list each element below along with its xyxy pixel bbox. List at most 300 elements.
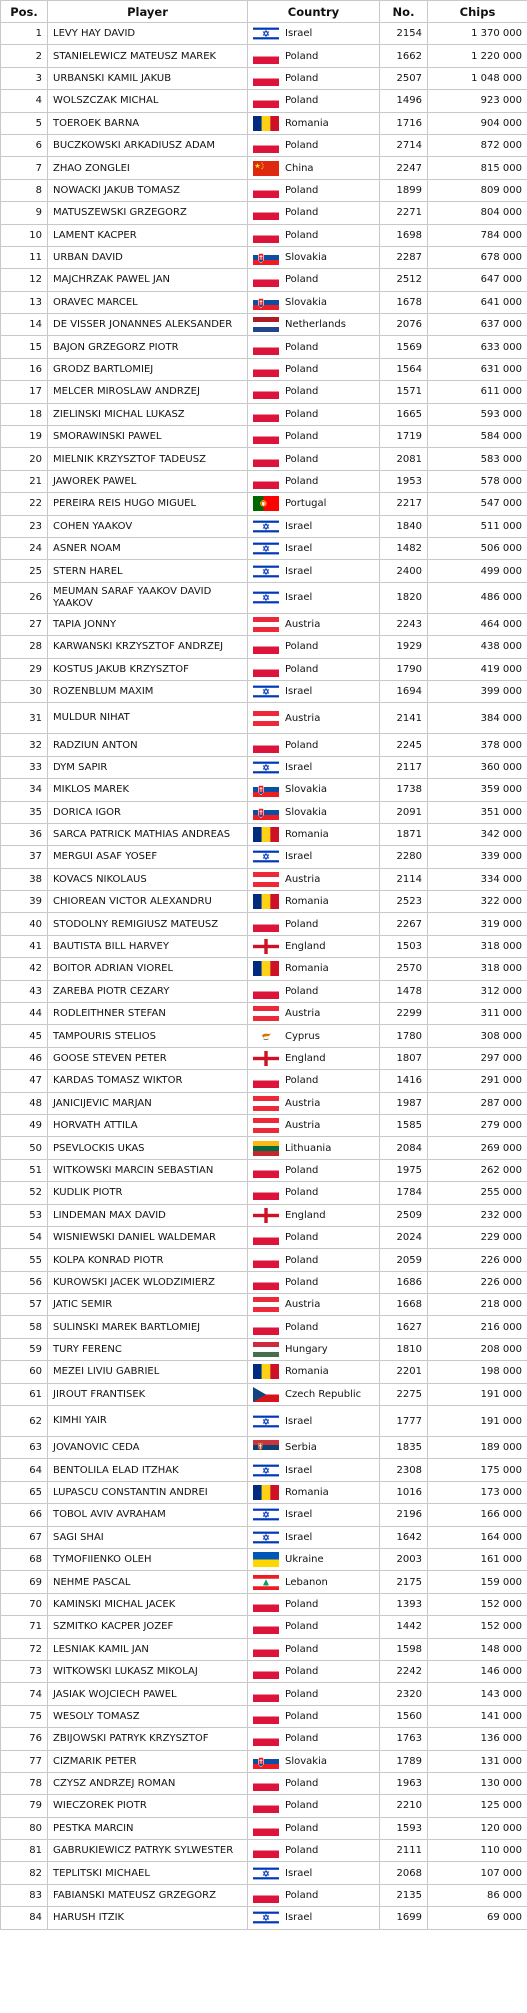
chip-count-cell: 647 000 [428, 269, 527, 291]
country-cell [248, 1660, 380, 1682]
player-number-cell: 1789 [380, 1750, 428, 1772]
netherlands-flag-icon [253, 317, 279, 332]
country-cell [248, 613, 380, 635]
position-cell: 47 [1, 1070, 48, 1092]
cyprus-flag-icon [253, 1029, 279, 1044]
player-number-cell: 2024 [380, 1226, 428, 1248]
player-name-cell: ZHAO ZONGLEI [48, 157, 248, 179]
country-name: Romania [285, 1487, 329, 1499]
romania-flag-icon [253, 961, 279, 976]
player-number-cell: 1820 [380, 582, 428, 613]
austria-flag-icon [253, 617, 279, 632]
player-number-cell: 2091 [380, 801, 428, 823]
table-row [1, 1092, 527, 1114]
country-cell [248, 891, 380, 913]
position-cell: 56 [1, 1271, 48, 1293]
country-cell [248, 801, 380, 823]
chip-count-cell: 1 370 000 [428, 23, 527, 45]
romania-flag-icon [253, 1485, 279, 1500]
country-cell [248, 246, 380, 268]
country-cell [248, 868, 380, 890]
country-name: Poland [285, 229, 319, 241]
chip-count-cell: 175 000 [428, 1459, 527, 1481]
position-cell: 77 [1, 1750, 48, 1772]
chip-count-cell: 633 000 [428, 336, 527, 358]
player-number-cell: 1478 [380, 980, 428, 1002]
table-row [1, 779, 527, 801]
player-name-cell: PEREIRA REIS HUGO MIGUEL [48, 493, 248, 515]
country-name: Romania [285, 896, 329, 908]
table-row [1, 1638, 527, 1660]
player-name-cell: ROZENBLUM MAXIM [48, 680, 248, 702]
player-number-cell: 2059 [380, 1249, 428, 1271]
country-name: Czech Republic [285, 1388, 362, 1400]
chip-count-cell: 218 000 [428, 1294, 527, 1316]
country-name: Israel [285, 1415, 313, 1427]
player-name-cell: SZMITKO KACPER JOZEF [48, 1616, 248, 1638]
country-name: Israel [285, 851, 313, 863]
player-name-cell: DE VISSER JONANNES ALEKSANDER [48, 314, 248, 336]
country-name: Poland [285, 207, 319, 219]
table-row [1, 1817, 527, 1839]
player-number-cell: 2114 [380, 868, 428, 890]
position-cell: 13 [1, 291, 48, 313]
player-name-cell: WOLSZCZAK MICHAL [48, 90, 248, 112]
country-name: Poland [285, 72, 319, 84]
country-cell [248, 658, 380, 680]
position-cell: 84 [1, 1907, 48, 1929]
poland-flag-icon [253, 1320, 279, 1335]
chip-count-cell: 191 000 [428, 1383, 527, 1405]
country-cell [248, 703, 380, 734]
austria-flag-icon [253, 1096, 279, 1111]
country-cell [248, 224, 380, 246]
country-cell [248, 1481, 380, 1503]
poland-flag-icon [253, 1664, 279, 1679]
poland-flag-icon [253, 272, 279, 287]
israel-flag-icon [253, 519, 279, 534]
player-number-cell: 1807 [380, 1047, 428, 1069]
country-name: Poland [285, 184, 319, 196]
position-cell: 6 [1, 134, 48, 156]
player-number-cell: 1719 [380, 426, 428, 448]
country-name: Israel [285, 543, 313, 555]
player-number-cell: 2081 [380, 448, 428, 470]
israel-flag-icon [253, 1530, 279, 1545]
position-cell: 21 [1, 470, 48, 492]
chip-count-cell: 809 000 [428, 179, 527, 201]
country-cell [248, 1338, 380, 1360]
country-cell [248, 756, 380, 778]
country-name: Poland [285, 1187, 319, 1199]
table-row [1, 23, 527, 45]
player-name-cell: WESOLY TOMASZ [48, 1705, 248, 1727]
country-cell [248, 779, 380, 801]
table-row [1, 1204, 527, 1226]
table-row [1, 582, 527, 613]
position-cell: 35 [1, 801, 48, 823]
table-row [1, 958, 527, 980]
country-cell [248, 134, 380, 156]
portugal-flag-icon [253, 496, 279, 511]
player-number-cell: 2243 [380, 613, 428, 635]
table-row [1, 1271, 527, 1293]
country-name: England [285, 1209, 326, 1221]
player-name-cell: BUCZKOWSKI ARKADIUSZ ADAM [48, 134, 248, 156]
country-name: Austria [285, 1120, 321, 1132]
country-name: Poland [285, 1710, 319, 1722]
country-name: Austria [285, 618, 321, 630]
table-row [1, 1907, 527, 1929]
position-cell: 1 [1, 23, 48, 45]
chip-count-cell: 232 000 [428, 1204, 527, 1226]
position-cell: 19 [1, 426, 48, 448]
poland-flag-icon [253, 1642, 279, 1657]
player-number-cell: 2154 [380, 23, 428, 45]
austria-flag-icon [253, 872, 279, 887]
chip-count-cell: 216 000 [428, 1316, 527, 1338]
country-cell [248, 913, 380, 935]
country-name: Poland [285, 1845, 319, 1857]
chip-count-cell: 593 000 [428, 403, 527, 425]
position-cell: 37 [1, 846, 48, 868]
table-row [1, 846, 527, 868]
player-name-cell: SMORAWINSKI PAWEL [48, 426, 248, 448]
country-cell [248, 1137, 380, 1159]
country-name: Austria [285, 1299, 321, 1311]
player-name-cell: URBANSKI KAMIL JAKUB [48, 67, 248, 89]
position-cell: 76 [1, 1728, 48, 1750]
country-cell [248, 1047, 380, 1069]
country-name: Poland [285, 1822, 319, 1834]
poland-flag-icon [253, 429, 279, 444]
country-cell [248, 1683, 380, 1705]
poland-flag-icon [253, 384, 279, 399]
player-name-cell: MAJCHRZAK PAWEL JAN [48, 269, 248, 291]
player-name-cell: DYM SAPIR [48, 756, 248, 778]
slovakia-flag-icon [253, 805, 279, 820]
poland-flag-icon [253, 205, 279, 220]
player-number-cell: 2523 [380, 891, 428, 913]
chip-count-cell: 923 000 [428, 90, 527, 112]
chip-count-cell: 130 000 [428, 1772, 527, 1794]
table-row [1, 636, 527, 658]
table-row [1, 703, 527, 734]
poland-flag-icon [253, 1597, 279, 1612]
chip-count-cell: 360 000 [428, 756, 527, 778]
table-row [1, 515, 527, 537]
country-cell [248, 823, 380, 845]
position-cell: 66 [1, 1504, 48, 1526]
chip-count-cell: 904 000 [428, 112, 527, 134]
israel-flag-icon [253, 26, 279, 41]
poland-flag-icon [253, 93, 279, 108]
country-name: Netherlands [285, 319, 346, 331]
position-cell: 27 [1, 613, 48, 635]
chip-count-cell: 486 000 [428, 582, 527, 613]
table-row [1, 1361, 527, 1383]
player-number-cell: 1698 [380, 224, 428, 246]
chip-count-cell: 804 000 [428, 202, 527, 224]
chip-count-cell: 611 000 [428, 381, 527, 403]
table-row [1, 426, 527, 448]
position-cell: 20 [1, 448, 48, 470]
country-cell [248, 1795, 380, 1817]
czech-republic-flag-icon [253, 1387, 279, 1402]
chip-count-cell: 131 000 [428, 1750, 527, 1772]
country-cell [248, 1817, 380, 1839]
poland-flag-icon [253, 1230, 279, 1245]
country-cell [248, 381, 380, 403]
country-name: Poland [285, 386, 319, 398]
player-name-cell: MIELNIK KRZYSZTOF TADEUSZ [48, 448, 248, 470]
country-cell [248, 1182, 380, 1204]
chip-count-cell: 107 000 [428, 1862, 527, 1884]
country-name: Poland [285, 1733, 319, 1745]
country-name: Slovakia [285, 252, 327, 264]
country-cell [248, 448, 380, 470]
player-name-cell: TAPIA JONNY [48, 613, 248, 635]
header-chips: Chips [428, 1, 527, 23]
position-cell: 48 [1, 1092, 48, 1114]
country-name: Romania [285, 829, 329, 841]
poland-flag-icon [253, 1163, 279, 1178]
table-row [1, 1683, 527, 1705]
slovakia-flag-icon [253, 250, 279, 265]
chip-count-cell: 191 000 [428, 1406, 527, 1437]
poland-flag-icon [253, 1253, 279, 1268]
chip-count-cell: 208 000 [428, 1338, 527, 1360]
player-name-cell: PESTKA MARCIN [48, 1817, 248, 1839]
position-cell: 73 [1, 1660, 48, 1682]
position-cell: 25 [1, 560, 48, 582]
table-row [1, 1459, 527, 1481]
player-number-cell: 1777 [380, 1406, 428, 1437]
player-name-cell: JOVANOVIC CEDA [48, 1437, 248, 1459]
chip-count-cell: 125 000 [428, 1795, 527, 1817]
player-name-cell: MERGUI ASAF YOSEF [48, 846, 248, 868]
chip-count-cell: 318 000 [428, 958, 527, 980]
chip-count-cell: 584 000 [428, 426, 527, 448]
table-row [1, 1705, 527, 1727]
country-cell [248, 291, 380, 313]
country-name: Lithuania [285, 1142, 332, 1154]
table-row [1, 1481, 527, 1503]
country-cell [248, 1638, 380, 1660]
country-name: Poland [285, 1666, 319, 1678]
chip-count-cell: 308 000 [428, 1025, 527, 1047]
country-cell [248, 1159, 380, 1181]
chip-count-cell: 166 000 [428, 1504, 527, 1526]
player-name-cell: MULDUR NIHAT [48, 703, 248, 734]
position-cell: 36 [1, 823, 48, 845]
position-cell: 42 [1, 958, 48, 980]
country-name: Slovakia [285, 1755, 327, 1767]
country-cell [248, 1092, 380, 1114]
country-cell [248, 1114, 380, 1136]
player-name-cell: KARDAS TOMASZ WIKTOR [48, 1070, 248, 1092]
player-number-cell: 1694 [380, 680, 428, 702]
position-cell: 78 [1, 1772, 48, 1794]
position-cell: 71 [1, 1616, 48, 1638]
israel-flag-icon [253, 541, 279, 556]
chip-count-cell: 86 000 [428, 1884, 527, 1906]
poland-flag-icon [253, 1687, 279, 1702]
player-name-cell: JATIC SEMIR [48, 1294, 248, 1316]
poland-flag-icon [253, 228, 279, 243]
position-cell: 23 [1, 515, 48, 537]
country-name: Cyprus [285, 1030, 320, 1042]
position-cell: 82 [1, 1862, 48, 1884]
country-name: Poland [285, 739, 319, 751]
table-row [1, 1437, 527, 1459]
chip-count-cell: 297 000 [428, 1047, 527, 1069]
country-cell [248, 1271, 380, 1293]
chip-count-cell: 148 000 [428, 1638, 527, 1660]
player-name-cell: RODLEITHNER STEFAN [48, 1003, 248, 1025]
player-name-cell: NEHME PASCAL [48, 1571, 248, 1593]
position-cell: 24 [1, 537, 48, 559]
player-number-cell: 2175 [380, 1571, 428, 1593]
table-row [1, 90, 527, 112]
position-cell: 30 [1, 680, 48, 702]
poland-flag-icon [253, 183, 279, 198]
position-cell: 59 [1, 1338, 48, 1360]
position-cell: 3 [1, 67, 48, 89]
poland-flag-icon [253, 1776, 279, 1791]
country-cell [248, 1616, 380, 1638]
country-cell [248, 1728, 380, 1750]
country-cell [248, 1294, 380, 1316]
slovakia-flag-icon [253, 295, 279, 310]
country-cell [248, 1316, 380, 1338]
player-number-cell: 1840 [380, 515, 428, 537]
chip-count-cell: 1 220 000 [428, 45, 527, 67]
country-cell [248, 202, 380, 224]
player-number-cell: 2135 [380, 1884, 428, 1906]
player-name-cell: STANIELEWICZ MATEUSZ MAREK [48, 45, 248, 67]
table-row [1, 1114, 527, 1136]
chip-count-cell: 641 000 [428, 291, 527, 313]
player-name-cell: TOEROEK BARNA [48, 112, 248, 134]
table-row [1, 67, 527, 89]
table-row [1, 1047, 527, 1069]
poland-flag-icon [253, 407, 279, 422]
country-cell [248, 1204, 380, 1226]
player-name-cell: ZAREBA PIOTR CEZARY [48, 980, 248, 1002]
country-name: Poland [285, 1232, 319, 1244]
player-number-cell: 1780 [380, 1025, 428, 1047]
country-cell [248, 112, 380, 134]
player-name-cell: KARWANSKI KRZYSZTOF ANDRZEJ [48, 636, 248, 658]
country-name: Poland [285, 140, 319, 152]
player-number-cell: 2507 [380, 67, 428, 89]
romania-flag-icon [253, 116, 279, 131]
player-name-cell: TAMPOURIS STELIOS [48, 1025, 248, 1047]
country-name: Poland [285, 1688, 319, 1700]
country-cell [248, 1549, 380, 1571]
chip-count-cell: 198 000 [428, 1361, 527, 1383]
country-cell [248, 1025, 380, 1047]
player-name-cell: BENTOLILA ELAD ITZHAK [48, 1459, 248, 1481]
country-cell [248, 1406, 380, 1437]
poland-flag-icon [253, 1073, 279, 1088]
country-name: Serbia [285, 1442, 317, 1454]
chip-count-cell: 110 000 [428, 1840, 527, 1862]
position-cell: 65 [1, 1481, 48, 1503]
player-number-cell: 1560 [380, 1705, 428, 1727]
poland-flag-icon [253, 1731, 279, 1746]
israel-flag-icon [253, 564, 279, 579]
position-cell: 2 [1, 45, 48, 67]
player-number-cell: 1627 [380, 1316, 428, 1338]
chip-count-cell: 784 000 [428, 224, 527, 246]
player-number-cell: 1738 [380, 779, 428, 801]
country-name: Israel [285, 592, 313, 604]
country-cell [248, 1459, 380, 1481]
poland-flag-icon [253, 452, 279, 467]
player-number-cell: 1686 [380, 1271, 428, 1293]
chip-count-cell: 339 000 [428, 846, 527, 868]
position-cell: 61 [1, 1383, 48, 1405]
player-name-cell: RADZIUN ANTON [48, 734, 248, 756]
player-number-cell: 1784 [380, 1182, 428, 1204]
position-cell: 60 [1, 1361, 48, 1383]
chip-count-cell: 351 000 [428, 801, 527, 823]
chip-count-cell: 506 000 [428, 537, 527, 559]
table-row [1, 1003, 527, 1025]
player-number-cell: 2267 [380, 913, 428, 935]
israel-flag-icon [253, 1866, 279, 1881]
table-row [1, 1159, 527, 1181]
poland-flag-icon [253, 362, 279, 377]
chip-count-cell: 342 000 [428, 823, 527, 845]
country-cell [248, 1705, 380, 1727]
country-cell [248, 935, 380, 957]
player-number-cell: 2320 [380, 1683, 428, 1705]
poland-flag-icon [253, 1185, 279, 1200]
england-flag-icon [253, 1208, 279, 1223]
country-cell [248, 336, 380, 358]
austria-flag-icon [253, 711, 279, 726]
position-cell: 41 [1, 935, 48, 957]
ukraine-flag-icon [253, 1552, 279, 1567]
player-number-cell: 1482 [380, 537, 428, 559]
player-name-cell: SAGI SHAI [48, 1526, 248, 1548]
country-name: China [285, 162, 314, 174]
country-cell [248, 636, 380, 658]
position-cell: 18 [1, 403, 48, 425]
poland-flag-icon [253, 1798, 279, 1813]
player-name-cell: ORAVEC MARCEL [48, 291, 248, 313]
player-number-cell: 1642 [380, 1526, 428, 1548]
country-name: Austria [285, 712, 321, 724]
country-name: Slovakia [285, 784, 327, 796]
country-name: Israel [285, 1509, 313, 1521]
table-row [1, 1504, 527, 1526]
table-row [1, 613, 527, 635]
position-cell: 83 [1, 1884, 48, 1906]
position-cell: 79 [1, 1795, 48, 1817]
player-name-cell: JASIAK WOJCIECH PAWEL [48, 1683, 248, 1705]
country-cell [248, 515, 380, 537]
header-pos: Pos. [1, 1, 48, 23]
player-number-cell: 2400 [380, 560, 428, 582]
position-cell: 26 [1, 582, 48, 613]
player-name-cell: KOLPA KONRAD PIOTR [48, 1249, 248, 1271]
table-row [1, 269, 527, 291]
romania-flag-icon [253, 1364, 279, 1379]
